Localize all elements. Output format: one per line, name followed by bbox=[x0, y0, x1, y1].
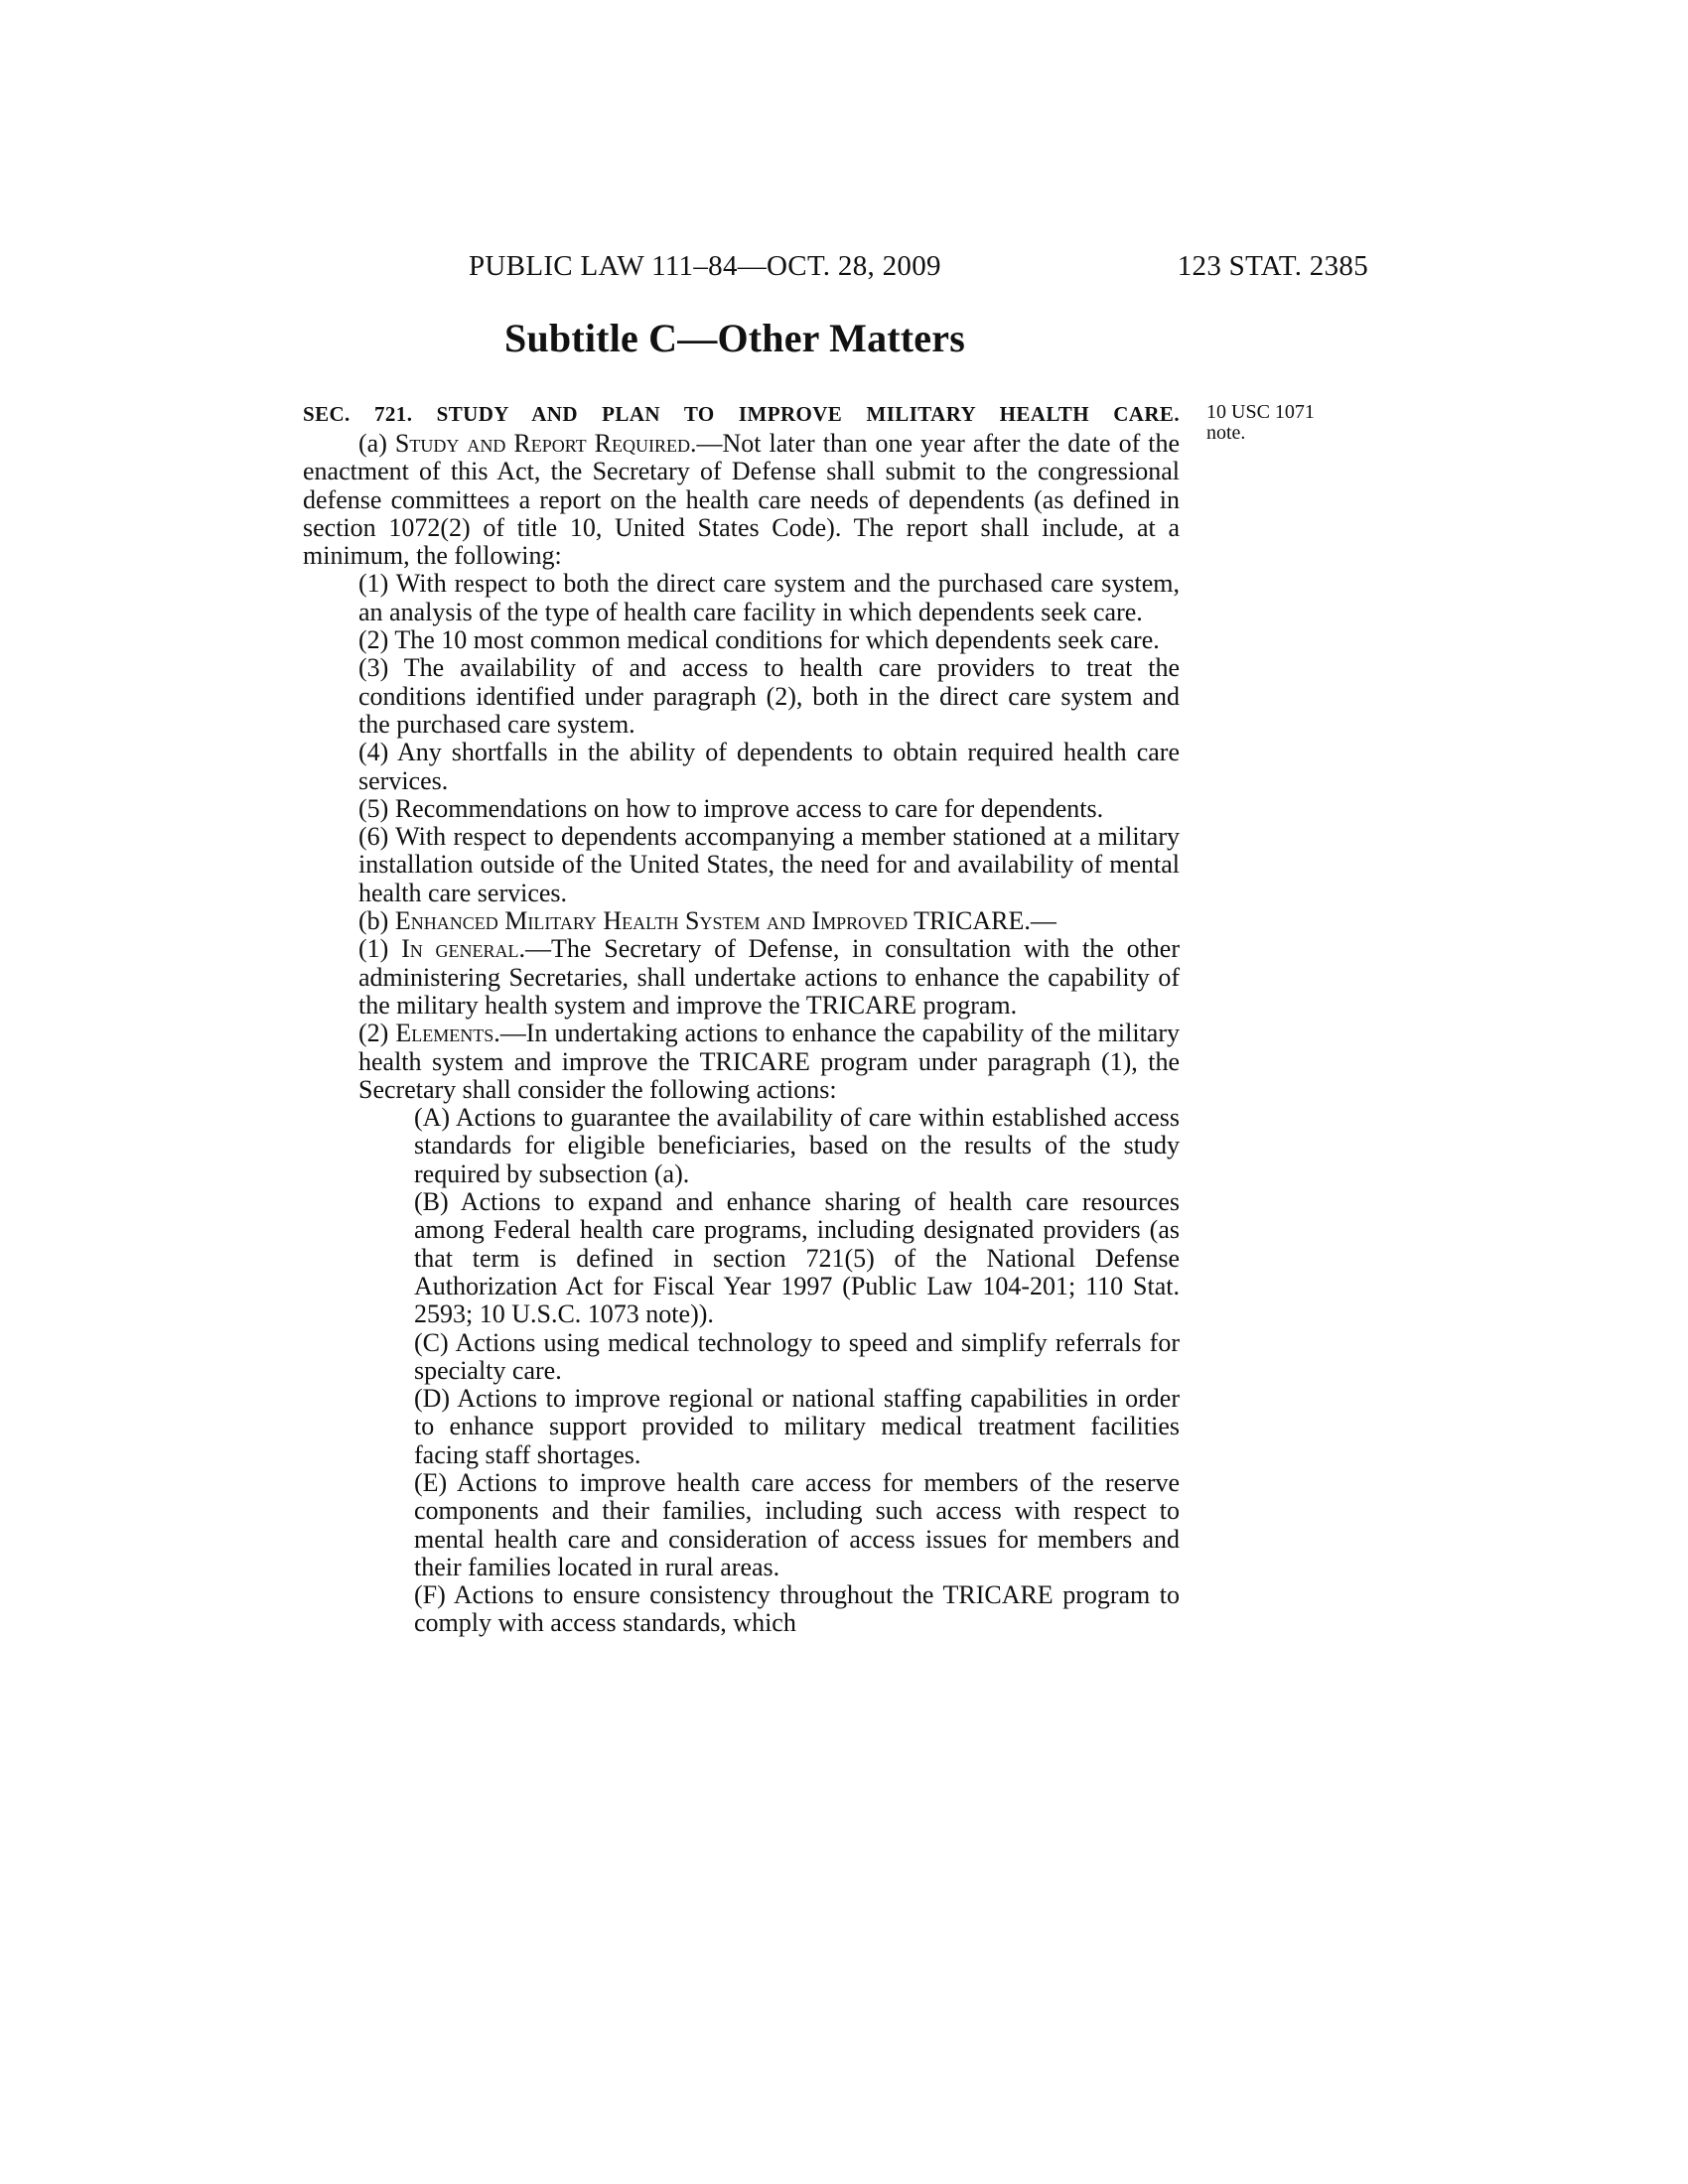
subparagraph-b-2-c: (C) Actions using medical technology to speed and simplify referrals for specialty care. bbox=[414, 1327, 1180, 1385]
subsection-a-dash: .— bbox=[690, 429, 723, 458]
paragraph-b-1-text: The Secretary of Defense, in consultation with the other administering Secretaries, shall undertake actions to enhance the capability of the military health system and improve the TRICARE program. bbox=[358, 934, 1180, 1020]
subparagraph-b-2-e: (E) Actions to improve health care access for members of the reserve components and their families, including such access with respect to mental health care and consideration of access issues for members and their families located in rural areas. bbox=[414, 1467, 1180, 1581]
paragraph-a-3: (3) The availability of and access to health care providers to treat the conditions identified under paragraph (2), both in the direct care system and the purchased care system. bbox=[358, 653, 1180, 739]
margin-note-suffix: note. bbox=[1206, 422, 1246, 444]
paragraph-b-2 bbox=[358, 1020, 1180, 1104]
paragraph-a-2: (2) The 10 most common medical conditions for which dependents seek care. bbox=[358, 625, 1160, 655]
subparagraph-b-2-f: (F) Actions to ensure consistency throughout the TRICARE program to comply with access standards, which bbox=[414, 1580, 1180, 1638]
public-law-citation: PUBLIC LAW 111–84—OCT. 28, 2009 bbox=[469, 250, 941, 282]
subparagraph-b-2-b: (B) Actions to expand and enhance sharing of health care resources among Federal health care programs, including designated providers (as that term is defined in section 721(5) of the National Defense Authorization Act for Fiscal Year 1997 (Public Law 104-201; 110 Stat. 2593; 10 U.S.C. 1073 note)). bbox=[414, 1187, 1180, 1329]
statute-page-number: 123 STAT. 2385 bbox=[1177, 250, 1368, 282]
paragraph-a-5: (5) Recommendations on how to improve access to care for dependents. bbox=[358, 793, 1104, 823]
paragraph-a-4: (4) Any shortfalls in the ability of dependents to obtain required health care services. bbox=[358, 738, 1180, 795]
subparagraph-b-2-a: (A) Actions to guarantee the availability of care within established access standards for eligible beneficiaries, based on the results of the study required by subsection (a). bbox=[414, 1103, 1180, 1188]
running-header bbox=[298, 250, 1390, 290]
subsection-a-number: (a) bbox=[358, 429, 395, 458]
margin-note bbox=[1206, 402, 1336, 444]
paragraph-b-1-heading: In general bbox=[401, 934, 519, 964]
paragraph-a-6: (6) With respect to dependents accompanying a member stationed at a military installation outside of the United States, the need for and availability of mental health care services. bbox=[358, 822, 1180, 907]
paragraph-b-1-dash: .— bbox=[518, 934, 552, 964]
subsection-b-number: (b) bbox=[358, 906, 395, 936]
paragraph-b-1 bbox=[358, 935, 1180, 1020]
subsection-b-dash: .— bbox=[1024, 906, 1056, 936]
subsection-a-text: Not later than one year after the date of the enactment of this Act, the Secretary of Defense shall submit to the congressional defense committees a report on the health care needs of dependents (as defined in section 1072(2) of title 10, United States Code). The report shall include, at a minimum, the following: bbox=[303, 429, 1181, 571]
subsection-a-heading: Study and Report Required bbox=[394, 429, 690, 458]
section-heading: SEC. 721. STUDY AND PLAN TO IMPROVE MILITARY HEALTH CARE. bbox=[303, 402, 1180, 426]
paragraph-b-2-number: (2) bbox=[358, 1019, 396, 1048]
paragraph-b-2-dash: .— bbox=[493, 1019, 526, 1048]
subsection-b-heading: Enhanced Military Health System and Improved TRICARE bbox=[394, 906, 1025, 936]
subparagraph-b-2-d: (D) Actions to improve regional or national staffing capabilities in order to enhance support provided to military medical treatment facilities facing staff shortages. bbox=[414, 1384, 1180, 1469]
paragraph-b-1-number: (1) bbox=[358, 934, 402, 964]
section-body bbox=[303, 402, 1180, 1638]
subtitle-heading: Subtitle C—Other Matters bbox=[504, 316, 965, 360]
paragraph-b-2-text: In undertaking actions to enhance the capability of the military health system and improve the TRICARE program under paragraph (1), the Secretary shall consider the following actions: bbox=[358, 1019, 1180, 1104]
paragraph-b-2-heading: Elements bbox=[395, 1019, 494, 1048]
subsection-a bbox=[303, 430, 1180, 570]
margin-note-citation: 10 USC 1071 bbox=[1206, 401, 1315, 423]
subsection-b bbox=[303, 907, 1180, 935]
paragraph-a-1: (1) With respect to both the direct care system and the purchased care system, an analysis of the type of health care facility in which dependents seek care. bbox=[358, 569, 1180, 626]
